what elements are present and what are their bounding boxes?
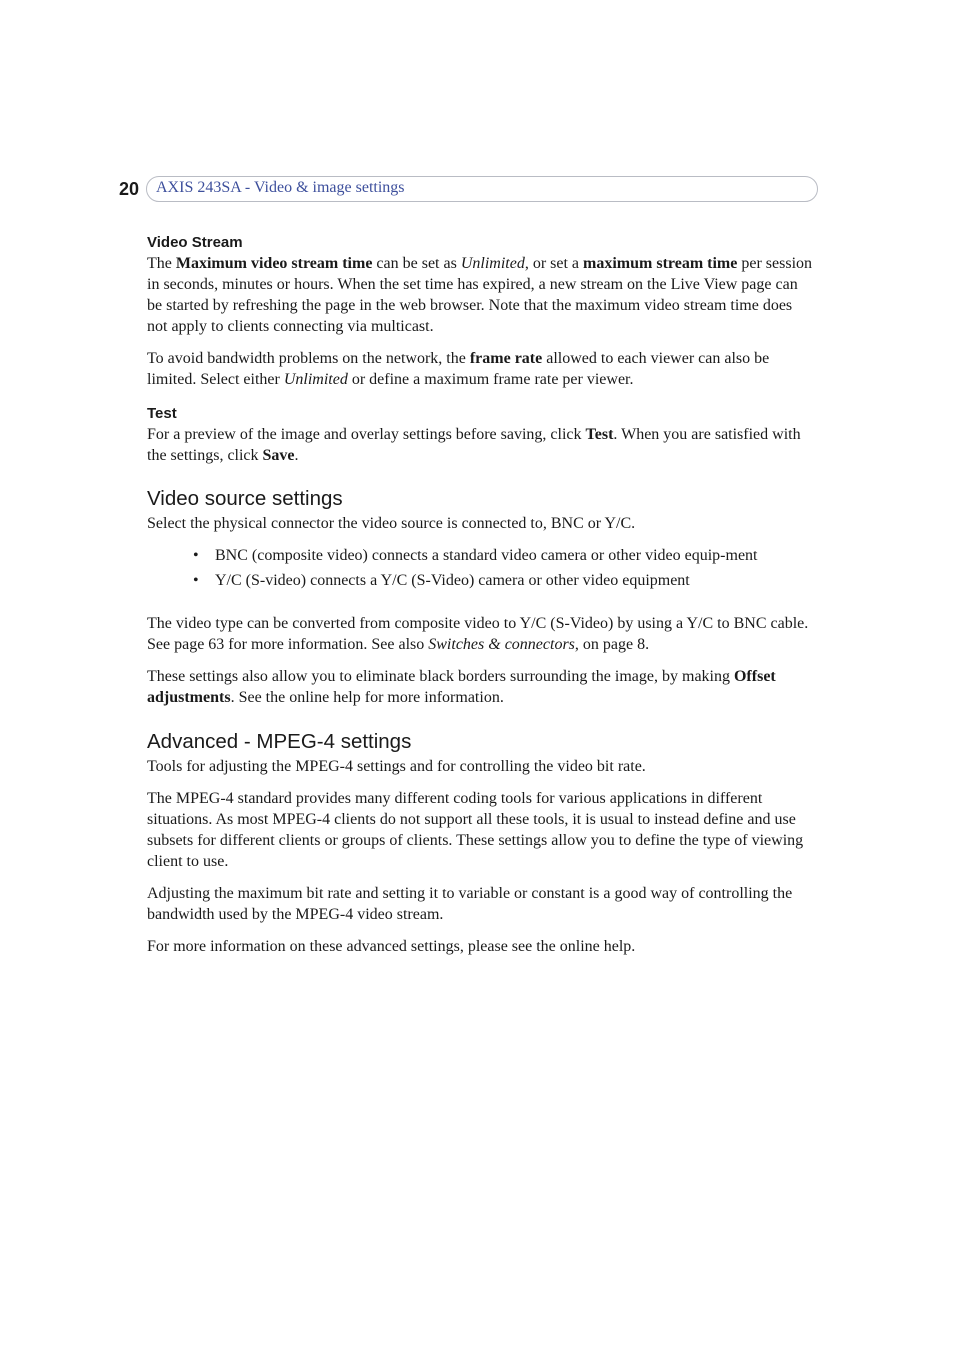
test-heading: Test <box>147 405 177 422</box>
text-run: per session in seconds, minutes or hours. When the set time has expired, a new stream on the Live View page can be started by refreshing the page in the web browser. Note that the maximum video stream time does not apply to clients connecting via multicast. <box>147 255 813 335</box>
video-source-intro: Select the physical connector the video source is connected to, BNC or Y/C. <box>147 515 636 532</box>
mpeg4-paragraph-1: Tools for adjusting the MPEG-4 settings and for controlling the video bit rate. <box>147 758 646 775</box>
italic-run: Unlimited <box>460 255 525 272</box>
text-run: . <box>294 447 299 464</box>
video-source-heading: Video source settings <box>147 487 343 510</box>
text-run: The <box>147 255 176 272</box>
italic-run: Switches & connectors <box>428 636 575 653</box>
connector-list <box>147 545 815 591</box>
page-content <box>147 233 815 968</box>
text-run: . When you are satisfied with the settings, click <box>147 426 801 464</box>
bold-run: Test <box>585 426 614 443</box>
test-paragraph <box>147 424 815 466</box>
list-item: • BNC (composite video) connects a standard video camera or other video equip-ment <box>215 545 815 566</box>
text-run: For a preview of the image and overlay settings before saving, click <box>147 426 586 443</box>
video-stream-paragraph-1 <box>147 253 815 337</box>
text-run: These settings also allow you to eliminate black borders surrounding the image, by making <box>147 668 734 685</box>
text-run: or define a maximum frame rate per viewer. <box>347 371 634 388</box>
bold-run: Maximum video stream time <box>175 255 373 272</box>
text-run: To avoid bandwidth problems on the network, the <box>147 350 470 367</box>
video-stream-paragraph-2 <box>147 348 815 390</box>
header-title: AXIS 243SA - Video & image settings <box>156 179 405 196</box>
bold-run: Offset adjustments <box>147 668 776 706</box>
mpeg4-paragraph-2: The MPEG-4 standard provides many different coding tools for various applications in different situations. As most MPEG-4 clients do not support all these tools, it is usual to instead define and use subsets for different clients or groups of clients. These settings allow you to define the type of viewing client to use. <box>147 790 804 870</box>
video-stream-heading: Video Stream <box>147 234 243 251</box>
mpeg4-heading: Advanced - MPEG-4 settings <box>147 730 412 753</box>
italic-run: Unlimited <box>283 371 348 388</box>
text-run: can be set as <box>372 255 461 272</box>
video-source-paragraph-2 <box>147 613 815 655</box>
mpeg4-paragraph-4: For more information on these advanced settings, please see the online help. <box>147 938 636 955</box>
mpeg4-paragraph-3: Adjusting the maximum bit rate and setting it to variable or constant is a good way of controlling the bandwidth used by the MPEG-4 video stream. <box>147 885 793 923</box>
bold-run: frame rate <box>469 350 543 367</box>
text-run: The video type can be converted from composite video to Y/C (S-Video) by using a Y/C to BNC cable. See page 63 for more information. See also <box>147 615 809 653</box>
video-source-paragraph-3 <box>147 666 815 708</box>
bold-run: Save <box>262 447 295 464</box>
text-run: , on page 8. <box>574 636 650 653</box>
text-run: . See the online help for more information. <box>230 689 504 706</box>
bold-run: maximum stream time <box>583 255 738 272</box>
text-run: allowed to each viewer can also be limited. Select either <box>147 350 770 388</box>
page-number: 20 <box>119 179 140 199</box>
text-run: , or set a <box>524 255 584 272</box>
list-item: • Y/C (S-video) connects a Y/C (S-Video) camera or other video equipment <box>215 570 815 591</box>
